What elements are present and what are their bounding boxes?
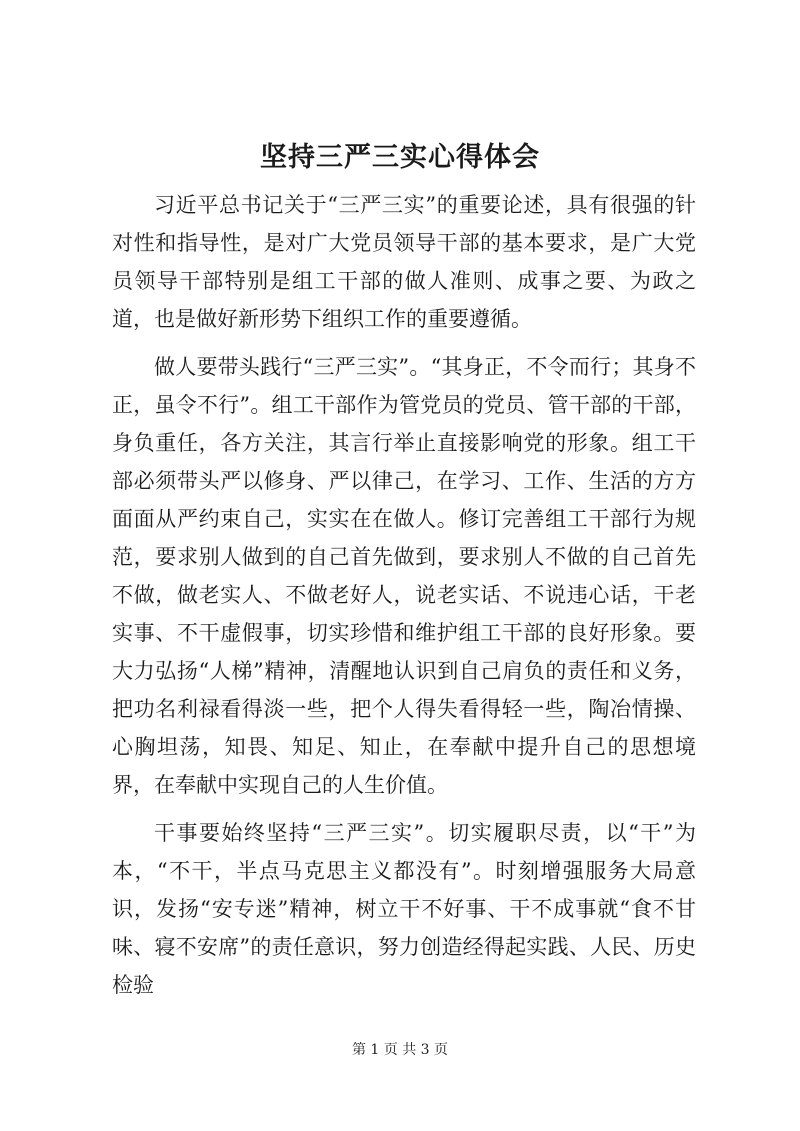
paragraph-conduct: 做人要带头践行“三严三实”。“其身正，不令而行；其身不正，虽令不行”。组工干部作为管党员的党员、管干部的干部，身负重任，各方关注，其言行举止直接影响党的形象。组工干部必须带头严以修身、严以律己，在学习、工作、生活的方方面面从严约束自己，实实在在做人。修订完善组工干部行为规范，要求别人做到的自己首先做到，要求别人不做的自己首先不做，做老实人、不做老好人，说老实话、不说违心话，干老实事、不干虚假事，切实珍惜和维护组工干部的良好形象。要大力弘扬“人梯”精神，清醒地认识到自己肩负的责任和义务，把功名利禄看得淡一些，把个人得失看得轻一些，陶冶情操、心胸坦荡，知畏、知足、知止，在奉献中提升自己的思想境界，在奉献中实现自己的人生价值。 — [112, 355, 696, 797]
page-footer: 第 1 页 共 3 页 — [351, 1042, 449, 1058]
document-title: 坚持三严三实心得体会 — [260, 142, 540, 173]
document-body — [112, 186, 696, 1014]
paragraph-work: 干事要始终坚持“三严三实”。切实履职尽责，以“干”为本，“不干，半点马克思主义都没有”。时刻增强服务大局意识，发扬“安专迷”精神，树立干不好事、干不成事就“食不甘味、寝不安席”的责任意识，努力创造经得起实践、人民、历史检验 — [112, 821, 696, 997]
paragraph-intro: 习近平总书记关于“三严三实”的重要论述，具有很强的针对性和指导性，是对广大党员领导干部的基本要求，是广大党员领导干部特别是组工干部的做人准则、成事之要、为政之道，也是做好新形势下组织工作的重要遵循。 — [112, 193, 696, 331]
